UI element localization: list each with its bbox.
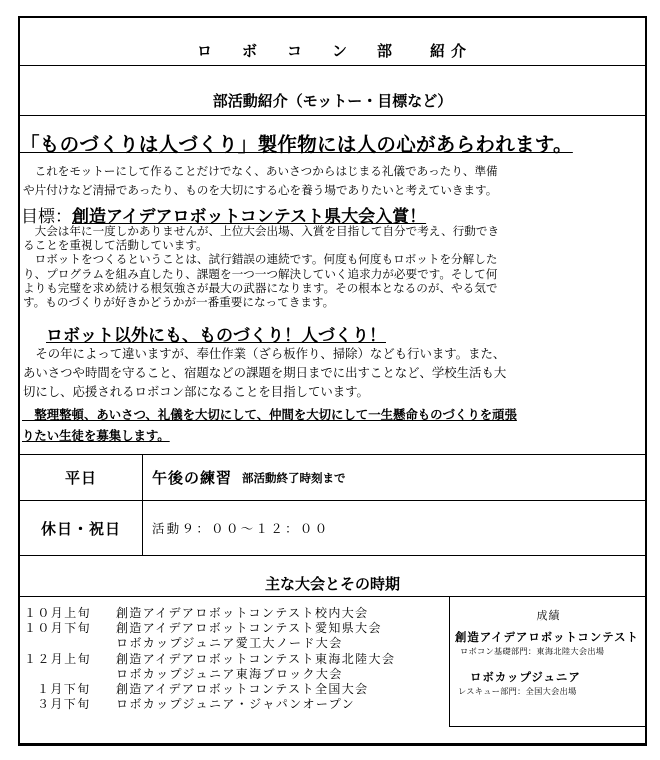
holiday-label: 休日・祝日 — [20, 501, 143, 555]
section-heading: 部活動紹介（モットー・目標など） — [212, 92, 453, 110]
motto-text — [23, 164, 643, 197]
weekday-label: 平日 — [20, 455, 143, 500]
competition-name: 創造アイデアロボットコンテスト東海北陸大会 — [116, 651, 396, 666]
competition-name: ロボカップジュニア東海ブロック大会 — [116, 666, 343, 681]
text-line: これをモットーにして作ることだけでなく、あいさつからはじまる礼儀であったり、準備 — [23, 164, 498, 178]
title-char: コ — [286, 42, 304, 60]
text-line: あいさつや時間を守ること、宿題などの課題を期日までに出すことなど、学校生活も大 — [23, 365, 507, 380]
competition-date: １０月下旬 — [24, 621, 92, 636]
holiday-row — [20, 501, 645, 555]
competition-date: １０月上旬 — [24, 606, 92, 620]
title-char: 部 — [377, 42, 395, 60]
goal-label: 目標： — [21, 207, 72, 227]
sub-text — [23, 344, 643, 401]
results-box — [449, 596, 647, 727]
section-heading-row — [20, 66, 645, 116]
text-line: す。ものづくりが好きかどうかが一番重要になってきます。 — [23, 295, 335, 310]
title-char: ボ — [241, 42, 259, 60]
text-line: ることを重視して活動しています。 — [23, 238, 208, 253]
competition-name: 創造アイデアロボットコンテスト愛知県大会 — [116, 621, 382, 636]
list-item — [24, 606, 395, 621]
text-line: よりも完璧を求め続ける根気強さが最大の武器になります。その根本となるのが、やる気で — [23, 280, 498, 295]
text-line: ロボットをつくるということは、試行錯誤の連続です。何度も何度もロボットを分解した — [23, 252, 498, 267]
competition-date — [24, 667, 116, 682]
list-item — [24, 636, 395, 651]
list-item — [24, 621, 395, 636]
club-intro-sheet — [18, 16, 647, 746]
goal-text — [23, 224, 643, 309]
intro-body — [20, 116, 645, 454]
text-line: 整理整頓、あいさつ、礼儀を大切にして、仲間を大切にして一生懸命ものづくりを頑張 — [22, 407, 517, 422]
list-item — [24, 682, 395, 697]
list-item — [24, 667, 395, 682]
competition-date: １２月上旬 — [24, 651, 92, 666]
title-row — [20, 18, 645, 66]
competition-date: １月下旬 — [37, 682, 91, 697]
title-char: 介 — [451, 42, 469, 60]
goal-title: 創造アイデアロボットコンテスト県大会入賞！ — [72, 207, 427, 227]
sub-heading: ロボット以外にも、ものづくり！人づくり！ — [46, 326, 386, 346]
schedule-table — [20, 454, 645, 556]
list-item — [24, 652, 395, 667]
text-line: や片付けなど清掃であったり、ものを大切にする心を養う場でありたいと考えていきます。 — [23, 183, 498, 198]
competitions-list — [24, 606, 395, 712]
results-heading: 成績 — [536, 609, 561, 622]
result-detail: ロボコン基礎部門：東海北陸大会出場 — [460, 646, 605, 656]
result-name: ロボカップジュニア — [470, 670, 581, 684]
text-line: 大会は年に一度しかありませんが、上位大会出場、入賞を目指して自分で考え、行動でき — [23, 224, 500, 238]
competition-name: 創造アイデアロボットコンテスト校内大会 — [116, 606, 369, 620]
result-name: 創造アイデアロボットコンテスト — [455, 630, 639, 644]
title-char: 紹 — [430, 42, 448, 60]
weekday-main: 午後の練習 — [152, 469, 233, 487]
text-line: り、プログラムを組み直したり、課題を一つ一つ解決していく追求力が必要です。そして何 — [23, 266, 498, 281]
competitions-heading: 主な大会とその時期 — [264, 575, 400, 593]
competition-name: ロボカップジュニア・ジャパンオープン — [116, 697, 356, 712]
text-line: 切にし、応援されるロボコン部になることを目指しています。 — [23, 384, 369, 399]
text-line: りたい生徒を募集します。 — [22, 428, 170, 443]
weekday-note: 部活動終了時刻まで — [242, 470, 346, 485]
title-char: ロ — [196, 42, 214, 60]
list-item — [24, 697, 395, 712]
competition-date — [24, 636, 116, 651]
text-line: その年によって違いますが、奉仕作業（ざら板作り、掃除）なども行います。また、 — [23, 346, 506, 361]
title-char: ン — [331, 42, 349, 60]
weekday-value — [152, 455, 346, 500]
motto-heading: 「ものづくりは人づくり」製作物には人の心があらわれます。 — [20, 133, 573, 156]
weekday-row — [20, 455, 645, 501]
competitions-heading-row — [20, 554, 645, 597]
competition-date: ３月下旬 — [37, 697, 91, 712]
result-detail: レスキュー部門：全国大会出場 — [458, 686, 577, 696]
holiday-value: 活動９：００～１２：００ — [152, 521, 330, 536]
recruit-message — [22, 404, 517, 446]
competition-name: 創造アイデアロボットコンテスト全国大会 — [116, 682, 369, 697]
competition-name: ロボカップジュニア愛工大ノード大会 — [116, 636, 343, 651]
page-title — [20, 40, 645, 61]
